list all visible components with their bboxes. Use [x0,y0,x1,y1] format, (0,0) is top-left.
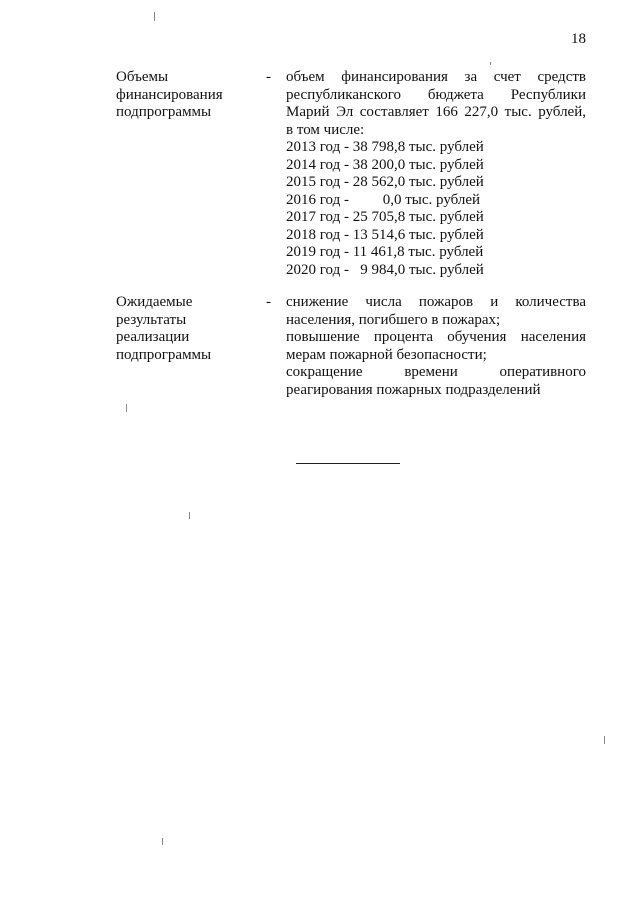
scan-speck [126,404,127,412]
label-line: реализации [116,329,190,345]
year-amount-row: 2016 год - 0,0 тыс. рублей [286,191,481,208]
page-number: 18 [571,31,586,47]
text-line: республиканского бюджета Республики [286,86,586,103]
label-line: подпрограммы [116,104,212,120]
year-amount-row: 2013 год - 38 798,8 тыс. рублей [286,139,484,155]
text-line: в том числе: [286,121,365,138]
year-amount-row: 2017 год - 25 705,8 тыс. рублей [286,209,484,225]
label-line: Объемы [116,69,169,85]
closing-separator-line [296,463,400,464]
year-amount-row: 2015 год - 28 562,0 тыс. рублей [286,174,484,190]
scan-speck [154,12,155,21]
scan-speck [490,62,491,65]
text-line: реагирования пожарных подразделений [286,381,541,398]
financing-content [286,69,586,279]
year-amount-row: 2020 год - 9 984,0 тыс. рублей [286,261,484,278]
dash-separator: - [266,294,271,310]
year-amount-row: 2014 год - 38 200,0 тыс. рублей [286,156,484,173]
dash-separator: - [266,69,271,85]
text-line: повышение процента обучения населения [286,329,586,345]
label-line: подпрограммы [116,346,212,363]
expected-results-content [286,294,586,399]
expected-results-label [116,294,256,364]
label-line: результаты [116,311,187,328]
text-line: мерам пожарной безопасности; [286,346,487,363]
text-line: снижение числа пожаров и количества [286,294,586,310]
text-line: населения, погибшего в пожарах; [286,311,501,328]
year-amount-row: 2018 год - 13 514,6 тыс. рублей [286,226,484,243]
label-line: финансирования [116,86,223,103]
scan-speck [604,736,605,744]
text-line: объем финансирования за счет средств [286,69,586,85]
text-line: сокращение времени оперативного [286,364,586,380]
label-line: Ожидаемые [116,294,193,310]
text-line: Марий Эл составляет 166 227,0 тыс. рублей, [286,104,586,120]
scan-speck [162,838,163,845]
scan-speck [189,512,190,519]
year-amount-row: 2019 год - 11 461,8 тыс. рублей [286,244,484,260]
financing-label [116,69,256,122]
